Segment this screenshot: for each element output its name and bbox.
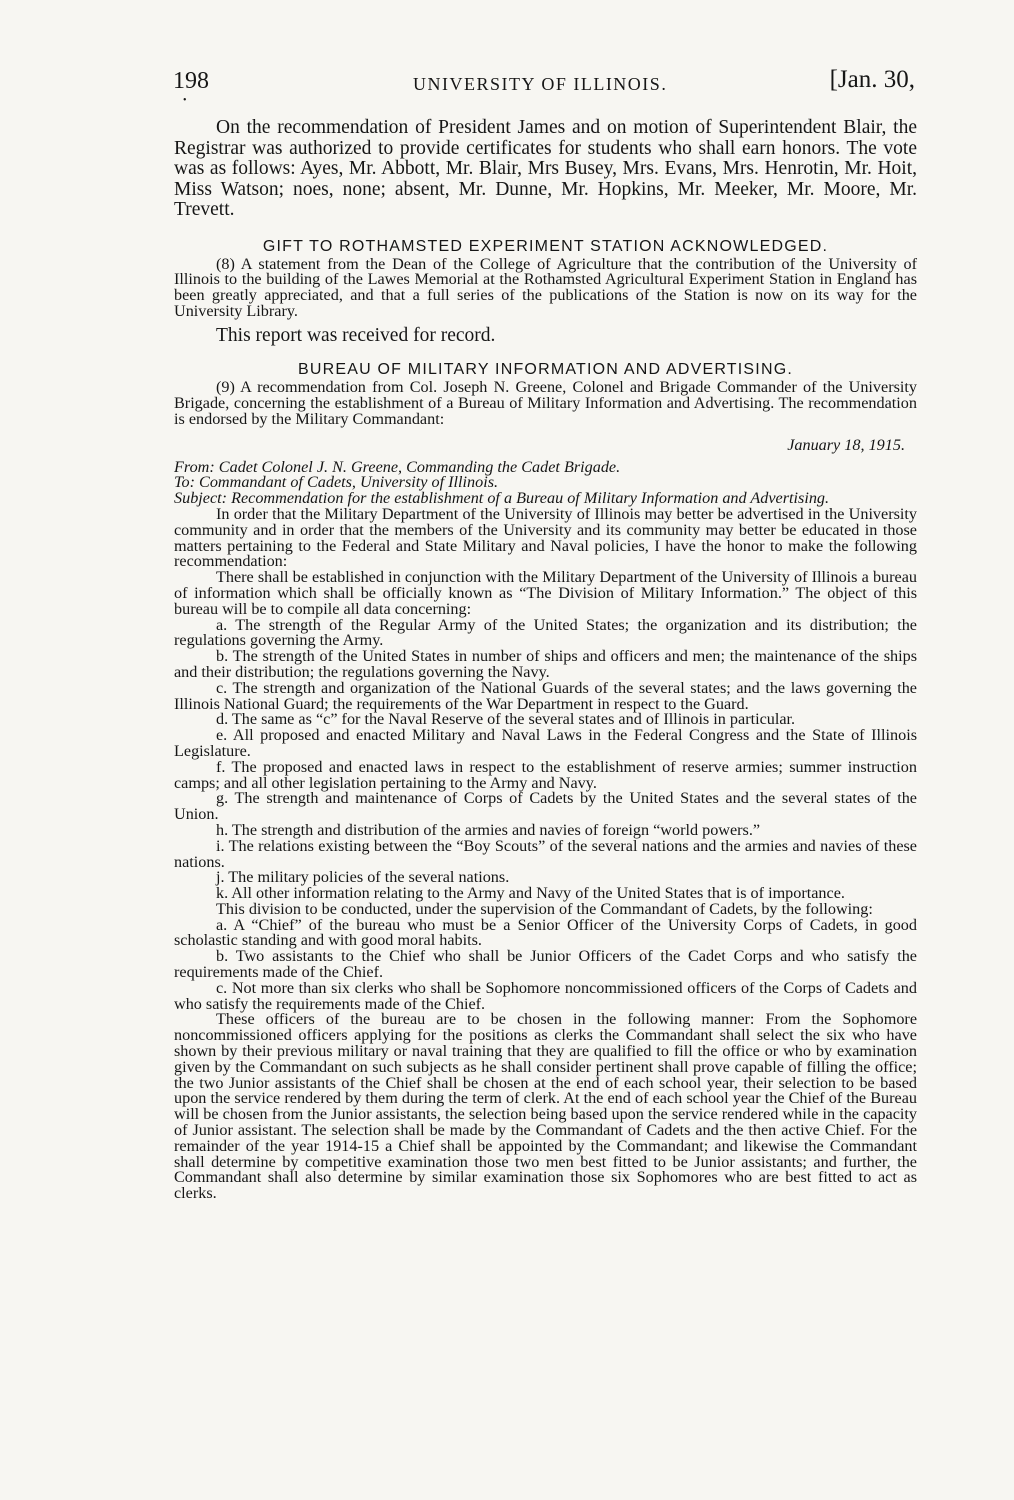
list-item: k. All other information relating to the Army and Navy of the United States that is of importance. xyxy=(216,884,845,903)
memo-body-paragraph: In order that the Military Department of the University of Illinois may better be advertised in the University community and in order that the members of the University and its community may better be educated in those matters pertaining to the Federal and State Military and Naval policies, I have the honor to make the following recommendation: xyxy=(174,504,917,571)
list-item: d. The same as “c” for the Naval Reserve of the several states and of Illinois in particular. xyxy=(216,710,796,729)
gift-record-line: This report was received for record. xyxy=(216,324,496,346)
memo-body-paragraph: These officers of the bureau are to be chosen in the following manner: From the Sophomore noncommissioned officers applying for the positions as clerks the Commandant shall select the six who have shown by their previous military or naval training that they are qualified to fill the office or who by examination given by the Commandant on such subjects as he shall consider pertinent shall prove capable of filling the office; the two Junior assistants of the Chief shall be chosen at the end of each school year, their selection to be based upon the service rendered by them during the term of clerk. At the end of each school year the Chief of the Bureau will be chosen from the Junior assistants, the selection being based upon the service rendered while in the capacity of Junior assistant. The selection shall be made by the Commandant of Cadets and the then active Chief. For the remainder of the year 1914-15 a Chief shall be appointed by the Commandant; and likewise the Commandant shall determine by competitive examination those two men best fitted to be Junior assistants; and further, the Commandant shall also determine by similar examination those six Sophomores who are best fitted to act as clerks. xyxy=(174,1010,917,1203)
page-header xyxy=(173,62,915,106)
list-item: b. The strength of the United States in number of ships and officers and men; the maintenance of the ships and their distribution; the regulations governing the Navy. xyxy=(174,647,917,681)
memo-body-paragraph: There shall be established in conjunction with the Military Department of the University of Illinois a bureau of information which shall be officially known as “The Division of Military Information.” The object of this bureau will be to compile all data concerning: xyxy=(174,568,917,618)
list-item: a. A “Chief” of the bureau who must be a Senior Officer of the University Corps of Cadets, in good scholastic standing and with good moral habits. xyxy=(174,915,917,950)
honors-paragraph: On the recommendation of President James and on motion of Superintendent Blair, the Registrar was authorized to provide certificates for students who shall earn honors. The vote was as follows: Ayes, Mr. Abbott, Mr. Blair, Mrs Busey, Mrs. Evans, Mrs. Henrotin, Mr. Hoit, Miss Watson; noes, none; absent, Mr. Dunne, Mr. Hopkins, Mr. Meeker, Mr. Moore, Mr. Trevett. xyxy=(174,117,917,220)
bureau-intro-paragraph: (9) A recommendation from Col. Joseph N. Greene, Colonel and Brigade Commander of the University Brigade, concerning the establishment of a Bureau of Military Information and Advertising. The recommendation is endorsed by the Military Commandant: xyxy=(174,378,917,428)
running-title: UNIVERSITY OF ILLINOIS. xyxy=(413,74,668,94)
memo-from: From: Cadet Colonel J. N. Greene, Commanding the Cadet Brigade. xyxy=(174,457,621,476)
page-number: 198 xyxy=(173,68,209,94)
header-mark: • xyxy=(183,95,187,106)
list-item: i. The relations existing between the “Boy Scouts” of the several nations and the armies and navies of these nations. xyxy=(174,836,917,871)
section-heading-gift: GIFT TO ROTHAMSTED EXPERIMENT STATION ACKNOWLEDGED. xyxy=(262,237,829,255)
section-heading-bureau: BUREAU OF MILITARY INFORMATION AND ADVERTISING. xyxy=(298,361,793,379)
memo-subject: Subject: Recommendation for the establishment of a Bureau of Military Information and Advertising. xyxy=(174,489,830,508)
header-date: [Jan. 30, xyxy=(829,66,915,93)
memo-body-paragraph: This division to be conducted, under the supervision of the Commandant of Cadets, by the following: xyxy=(216,899,873,918)
memo-to: To: Commandant of Cadets, University of Illinois. xyxy=(174,473,499,492)
list-item: f. The proposed and enacted laws in respect to the establishment of reserve armies; summer instruction camps; and all other legislation pertaining to the Army and Navy. xyxy=(174,757,917,792)
memo-date: January 18, 1915. xyxy=(787,435,905,454)
list-item: a. The strength of the Regular Army of the United States; the organization and its distribution; the regulations governing the Army. xyxy=(174,615,917,650)
gift-paragraph: (8) A statement from the Dean of the College of Agriculture that the contribution of the University of Illinois to the building of the Lawes Memorial at the Rothamsted Agricultural Experiment Station in England has been greatly appreciated, and that a full series of the publications of the Station is now on its way for the University Library. xyxy=(174,254,917,320)
list-item: j. The military policies of the several nations. xyxy=(216,868,510,887)
list-item: g. The strength and maintenance of Corps of Cadets by the United States and the several states of the Union. xyxy=(174,789,917,824)
list-item: h. The strength and distribution of the armies and navies of foreign “world powers.” xyxy=(216,820,761,839)
list-item: c. The strength and organization of the National Guards of the several states; and the laws governing the Illinois National Guard; the requirements of the War Department in respect to the Guard. xyxy=(174,678,917,713)
list-item: b. Two assistants to the Chief who shall be Junior Officers of the Cadet Corps and who satisfy the requirements made of the Chief. xyxy=(174,947,917,982)
list-item: c. Not more than six clerks who shall be Sophomore noncommissioned officers of the Corps of Cadets and who satisfy the requirements made of the Chief. xyxy=(174,978,917,1013)
page-body xyxy=(174,118,917,1202)
list-item: e. All proposed and enacted Military and Naval Laws in the Federal Congress and the State of Illinois Legislature. xyxy=(174,726,917,760)
